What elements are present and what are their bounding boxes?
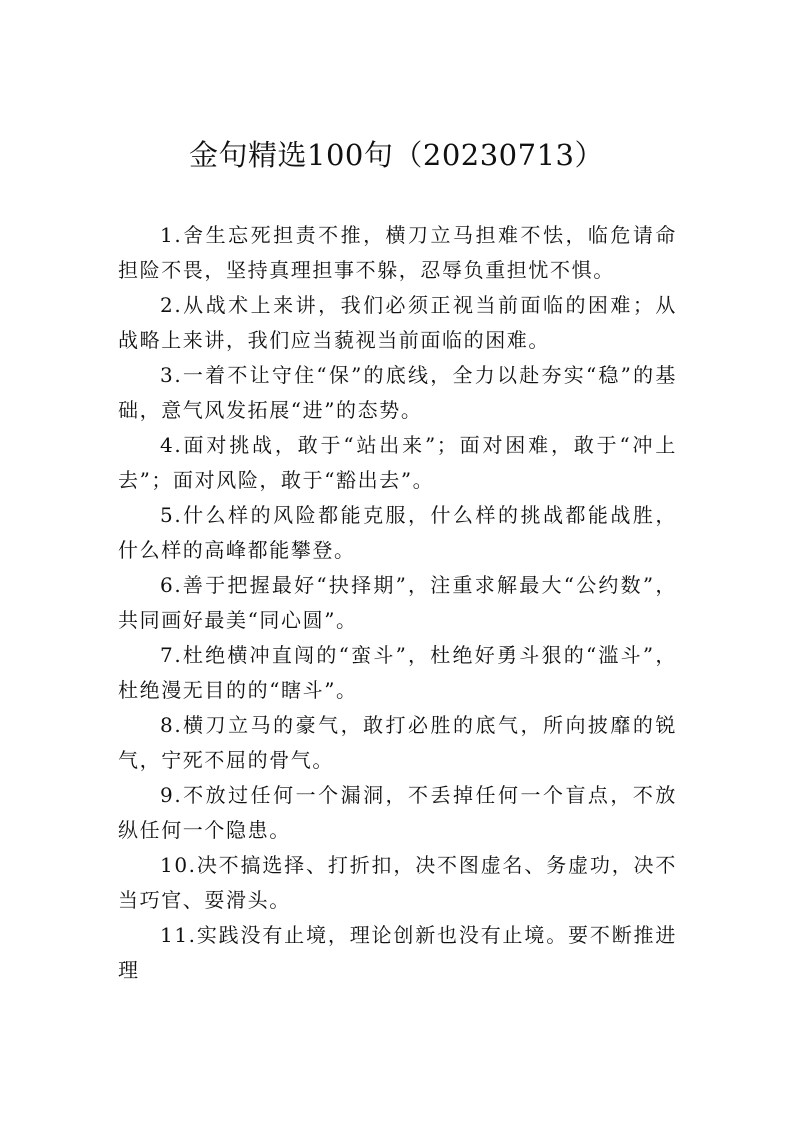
paragraph-6: 6.善于把握最好“抉择期”，注重求解最大“公约数”，共同画好最美“同心圆”。 [118,573,677,632]
paragraph-7: 7.杜绝横冲直闯的“蛮斗”，杜绝好勇斗狠的“滥斗”，杜绝漫无目的的“瞎斗”。 [118,643,677,702]
paragraph-4: 4.面对挑战，敢于“站出来”；面对困难，敢于“冲上去”；面对风险，敢于“豁出去”。 [118,433,677,492]
paragraph-5: 5.什么样的风险都能克服，什么样的挑战都能战胜，什么样的高峰都能攀登。 [118,503,677,562]
paragraph-9: 9.不放过任何一个漏洞，不丢掉任何一个盲点，不放纵任何一个隐患。 [118,783,677,842]
paragraph-10: 10.决不搞选择、打折扣，决不图虚名、务虚功，决不当巧官、耍滑头。 [118,853,677,912]
paragraph-11: 11.实践没有止境，理论创新也没有止境。要不断推进理 [118,923,677,982]
paragraph-1: 1.舍生忘死担责不推，横刀立马担难不怯，临危请命担险不畏，坚持真理担事不躲，忍辱负重担忧不惧。 [118,223,677,282]
paragraph-2: 2.从战术上来讲，我们必须正视当前面临的困难；从战略上来讲，我们应当藐视当前面临的困难。 [118,293,677,352]
paragraph-3: 3.一着不让守住“保”的底线，全力以赴夯实“稳”的基础，意气风发拓展“进”的态势。 [118,363,677,422]
document-body [118,218,677,988]
document-title: 金句精选100句（20230713） [189,138,604,172]
paragraph-8: 8.横刀立马的豪气，敢打必胜的底气，所向披靡的锐气，宁死不屈的骨气。 [118,713,677,772]
